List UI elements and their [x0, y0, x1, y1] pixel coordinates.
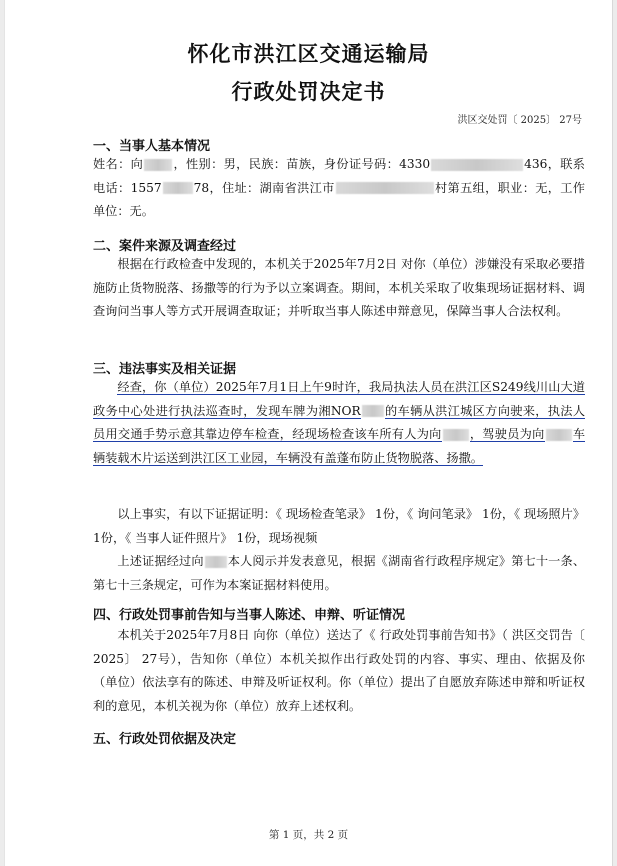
facts-text-1: 经查，你（单位）2025年7月1日上午9时许，我局执法人员在洪江区S249线川山大道政务中心处进行执法巡查时，发现车牌为湘NOR: [93, 380, 585, 418]
section-heading-violation-facts: 三、违法事实及相关证据: [93, 362, 237, 377]
party-info-text-1: 姓名：向: [93, 157, 144, 171]
party-info-text-5: 村第五组，职业：无，工作单位：无。: [93, 180, 585, 218]
redacted-owner: [443, 429, 469, 441]
redacted-name: [144, 159, 172, 171]
redacted-driver: [546, 429, 572, 441]
party-info-text-3: 436，联系电话：1557: [93, 157, 585, 195]
redacted-address: [336, 182, 434, 194]
redacted-name-2: [205, 556, 227, 568]
section-heading-party-info: 一、当事人基本情况: [93, 139, 211, 154]
section-body-case-source: 根据在行政检查中发现的，本机关于2025年7月2日 对你（单位）涉嫌没有采取必要措施防止货物脱落、扬撒等的行为予以立案调查。期间，本机关采取了收集现场证据材料、调查询问当事人等方式开展调查取证；并听取当事人陈述申辩意见，保障当事人合法权利。: [93, 257, 585, 318]
redacted-id-number: [431, 159, 523, 171]
evidence-review: [93, 550, 585, 597]
facts-text-2: 的车辆从洪江城区方向驶来，执法人员用交通手势示意其靠边停车检查，经现场检查该车所有人为向: [93, 403, 586, 441]
section-heading-prior-notice: 四、行政处罚事前告知与当事人陈述、申辩、听证情况: [93, 608, 406, 623]
section-heading-case-source: 二、案件来源及调查经过: [93, 239, 237, 254]
party-info-text-4: 78，住址：湖南省洪江市: [193, 180, 335, 195]
document-number: 洪区交处罚〔 2025〕 27号: [457, 115, 582, 126]
redacted-plate: [362, 405, 384, 417]
evidence-review-text-1: 上述证据经过向: [117, 554, 204, 568]
document-page: [4, 0, 613, 866]
evidence-list: 以上事实，有以下证据证明：《 现场检查笔录》 1份，《 询问笔录》 1份，《 现场照片》 1份，《 当事人证件照片》 1份，现场视频: [93, 507, 585, 545]
facts-text-4: 车辆装载木片运送到洪江区工业园，车辆没有盖蓬布防止货物脱落、扬撒。: [93, 427, 586, 465]
party-info-text-2: ，性别：男，民族：苗族，身份证号码：4330: [173, 157, 431, 171]
evidence-review-text-2: 本人阅示并发表意见，根据《湖南省行政程序规定》第七十一条、第七十三条规定，可作为本案证据材料使用。: [93, 554, 586, 592]
facts-text-3: ，驾驶员为向: [469, 427, 545, 441]
document-title-type: 行政处罚决定书: [231, 80, 386, 104]
section-body-violation-facts: [93, 376, 585, 470]
page-number: 第 1 页，共 2 页: [268, 829, 349, 841]
section-body-prior-notice: 本机关于2025年7月8日 向你（单位）送达了《 行政处罚事前告知书》（ 洪区交罚告〔 2025〕 27号），告知你（单位）本机关拟作出行政处罚的内容、事实、理由、依据及你（单位）依法享有的陈述、申辩及听证权利。你（单位）提出了自愿放弃陈述申辩和听证权利的意见，本机关视为你（单位）放弃上述权利。: [93, 628, 585, 713]
section-body-party-info: [93, 153, 585, 224]
document-title-agency: 怀化市洪江区交通运输局: [187, 42, 430, 66]
section-heading-penalty-basis: 五、行政处罚依据及决定: [93, 732, 237, 747]
redacted-phone: [163, 182, 193, 194]
